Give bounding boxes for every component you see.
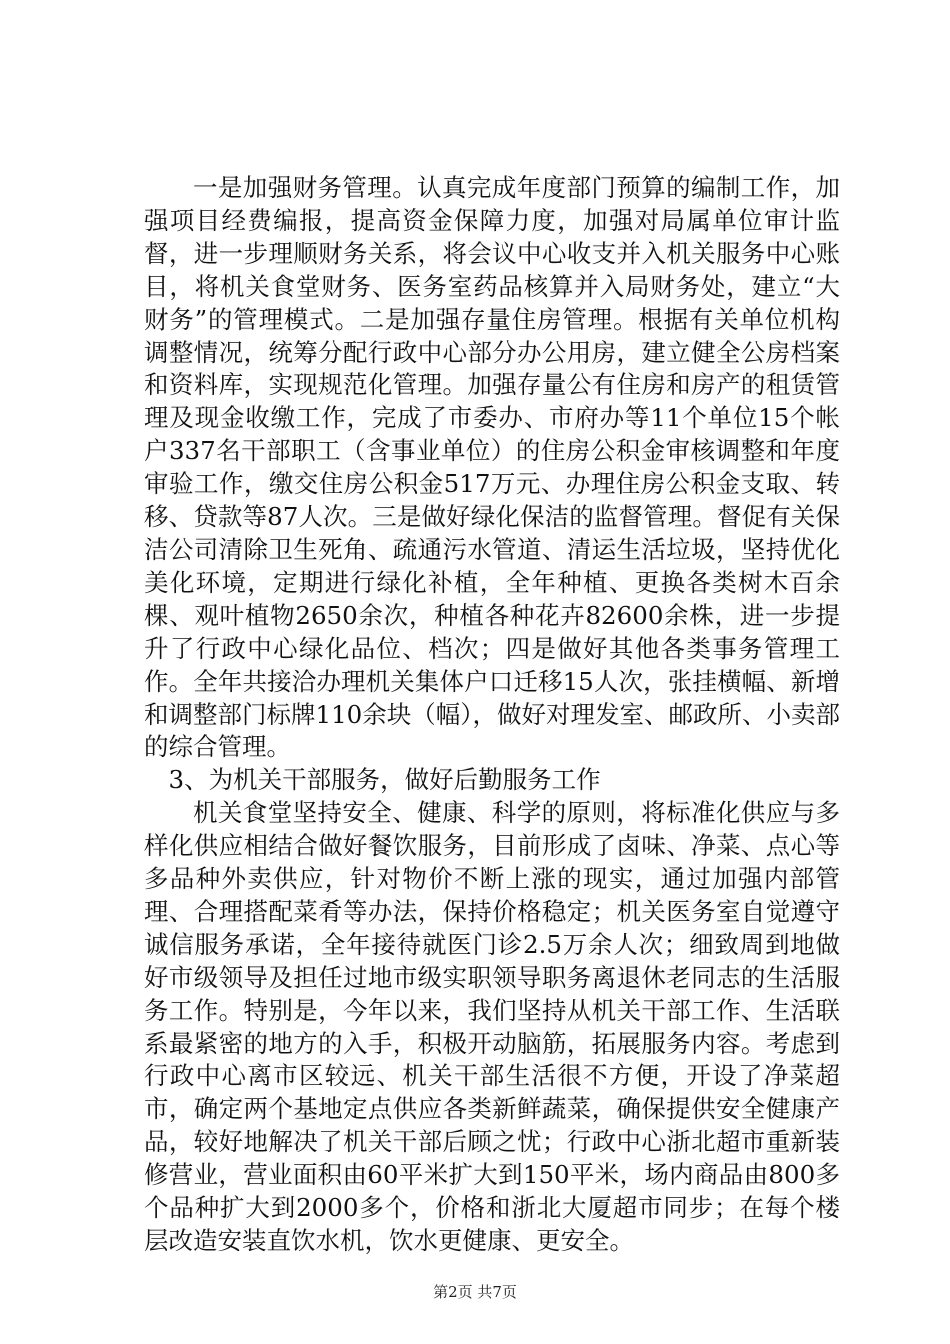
- section-heading-logistics-service: 3、为机关干部服务，做好后勤服务工作: [168, 765, 601, 795]
- document-body: [144, 172, 840, 1258]
- page-indicator: 第2页 共7页: [433, 1283, 517, 1301]
- paragraph-financial-housing-greening: 一是加强财务管理。认真完成年度部门预算的编制工作，加强项目经费编报，提高资金保障力度，加强对局属单位审计监督，进一步理顺财务关系，将会议中心收支并入机关服务中心账目，将机关食堂财务、医务室药品核算并入局财务处，建立“大财务”的管理模式。二是加强存量住房管理。根据有关单位机构调整情况，统筹分配行政中心部分办公用房，建立健全公房档案和资料库，实现规范化管理。加强存量公有住房和房产的租赁管理及现金收缴工作，完成了市委办、市府办等11个单位15个帐户337名干部职工（含事业单位）的住房公积金审核调整和年度审验工作，缴交住房公积金517万元、办理住房公积金支取、转移、贷款等87人次。三是做好绿化保洁的监督管理。督促有关保洁公司清除卫生死角、疏通污水管道、清运生活垃圾，坚持优化美化环境，定期进行绿化补植，全年种植、更换各类树木百余棵、观叶植物2650余次，种植各种花卉82600余株，进一步提升了行政中心绿化品位、档次；四是做好其他各类事务管理工作。全年共接洽办理机关集体户口迁移15人次，张挂横幅、新增和调整部门标牌110余块（幅），做好对理发室、邮政所、小卖部的综合管理。: [144, 173, 841, 762]
- paragraph-canteen-clinic-supermarket: 机关食堂坚持安全、健康、科学的原则，将标准化供应与多样化供应相结合做好餐饮服务，目前形成了卤味、净菜、点心等多品种外卖供应，针对物价不断上涨的现实，通过加强内部管理、合理搭配菜肴等办法，保持价格稳定；机关医务室自觉遵守诚信服务承诺，全年接待就医门诊2.5万余人次；细致周到地做好市级领导及担任过地市级实职领导职务离退休老同志的生活服务工作。特别是，今年以来，我们坚持从机关干部工作、生活联系最紧密的地方的入手，积极开动脑筋，拓展服务内容。考虑到行政中心离市区较远、机关干部生活很不方便，开设了净菜超市，确定两个基地定点供应各类新鲜蔬菜，确保提供安全健康产品，较好地解决了机关干部后顾之忧；行政中心浙北超市重新装修营业，营业面积由60平米扩大到150平米，场内商品由800多个品种扩大到2000多个，价格和浙北大厦超市同步；在每个楼层改造安装直饮水机，饮水更健康、更安全。: [144, 798, 840, 1255]
- page-footer: [0, 1282, 950, 1302]
